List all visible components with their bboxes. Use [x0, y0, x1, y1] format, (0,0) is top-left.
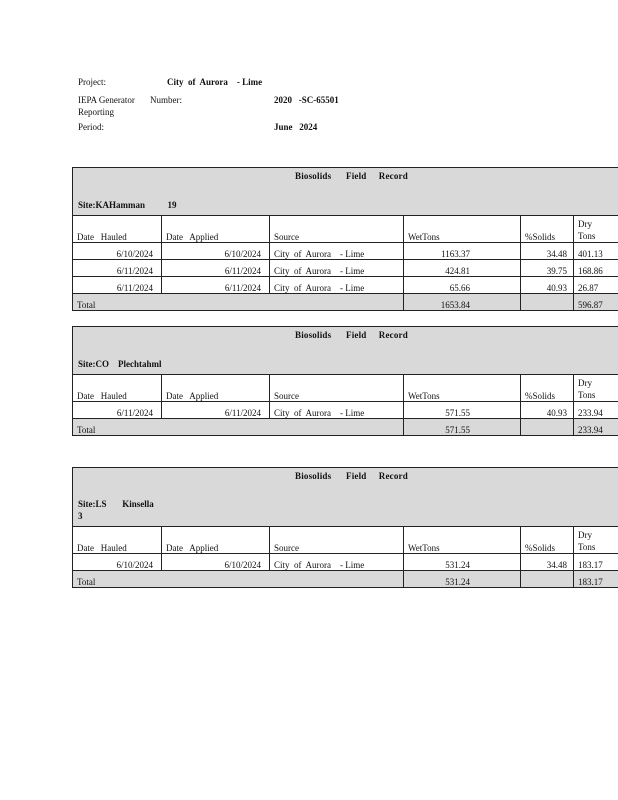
section-title: Biosolids Field Record	[295, 171, 408, 181]
cell-pct-solids: 39.75	[521, 260, 574, 277]
record-table	[72, 526, 618, 588]
cell-source: City of Aurora - Lime	[270, 260, 404, 277]
site-name: Site:KAHamman 19	[78, 200, 177, 210]
col-dry-tons	[574, 216, 618, 243]
number-value: 2020 -SC-65501	[274, 95, 339, 105]
cell-date-applied: 6/10/2024	[162, 243, 270, 260]
total-label: Total	[73, 419, 404, 436]
generator-label: IEPA Generator	[78, 95, 135, 105]
col-dry-tons	[574, 527, 618, 554]
col-source: Source	[270, 375, 404, 402]
total-solids-blank	[521, 571, 574, 588]
cell-pct-solids: 40.93	[521, 402, 574, 419]
col-pct-solids: %Solids	[521, 527, 574, 554]
col-date-applied: Date Applied	[162, 375, 270, 402]
cell-dry-tons: 26.87	[574, 277, 618, 294]
col-source: Source	[270, 216, 404, 243]
col-pct-solids: %Solids	[521, 216, 574, 243]
total-label: Total	[73, 571, 404, 588]
record-table	[72, 374, 618, 436]
cell-pct-solids: 34.48	[521, 554, 574, 571]
col-pct-solids: %Solids	[521, 375, 574, 402]
table-row	[73, 402, 618, 419]
cell-pct-solids: 34.48	[521, 243, 574, 260]
site-section-2	[72, 326, 618, 436]
cell-wet-tons: 424.81	[404, 260, 521, 277]
cell-date-hauled: 6/10/2024	[73, 554, 162, 571]
table-row	[73, 277, 618, 294]
col-dry-line2: Tons	[578, 390, 596, 400]
section-header-band	[72, 167, 618, 215]
record-table	[72, 215, 618, 311]
section-header-band	[72, 326, 618, 374]
cell-dry-tons: 183.17	[574, 554, 618, 571]
site-name-cont: 3	[78, 511, 83, 521]
cell-source: City of Aurora - Lime	[270, 243, 404, 260]
section-title: Biosolids Field Record	[295, 330, 408, 340]
total-label: Total	[73, 294, 404, 311]
column-header-row	[73, 216, 618, 243]
total-solids-blank	[521, 294, 574, 311]
col-date-applied: Date Applied	[162, 527, 270, 554]
cell-wet-tons: 571.55	[404, 402, 521, 419]
col-wet-tons: WetTons	[404, 375, 521, 402]
period-label: Period:	[78, 122, 104, 132]
col-dry-line1: Dry	[578, 378, 592, 388]
total-dry-tons: 183.17	[574, 571, 618, 588]
section-header-band	[72, 467, 618, 526]
table-row	[73, 243, 618, 260]
cell-source: City of Aurora - Lime	[270, 554, 404, 571]
project-value: City of Aurora - Lime	[167, 77, 263, 87]
col-dry-line2: Tons	[578, 231, 596, 241]
cell-date-applied: 6/11/2024	[162, 402, 270, 419]
col-source: Source	[270, 527, 404, 554]
cell-date-hauled: 6/11/2024	[73, 277, 162, 294]
cell-date-applied: 6/10/2024	[162, 554, 270, 571]
total-row	[73, 294, 618, 311]
col-wet-tons: WetTons	[404, 216, 521, 243]
section-title: Biosolids Field Record	[295, 471, 408, 481]
cell-pct-solids: 40.93	[521, 277, 574, 294]
col-dry-tons	[574, 375, 618, 402]
cell-date-applied: 6/11/2024	[162, 277, 270, 294]
col-dry-line1: Dry	[578, 219, 592, 229]
site-name: Site:CO Plechtahml	[78, 359, 162, 369]
col-wet-tons: WetTons	[404, 527, 521, 554]
column-header-row	[73, 375, 618, 402]
cell-wet-tons: 65.66	[404, 277, 521, 294]
cell-date-hauled: 6/11/2024	[73, 402, 162, 419]
site-name: Site:LS Kinsella	[78, 499, 154, 509]
table-row	[73, 554, 618, 571]
cell-wet-tons: 1163.37	[404, 243, 521, 260]
number-label: Number:	[150, 95, 182, 105]
col-date-hauled: Date Hauled	[73, 375, 162, 402]
total-solids-blank	[521, 419, 574, 436]
site-section-3	[72, 467, 618, 588]
column-header-row	[73, 527, 618, 554]
table-row	[73, 260, 618, 277]
total-row	[73, 571, 618, 588]
cell-source: City of Aurora - Lime	[270, 277, 404, 294]
period-value: June 2024	[274, 122, 318, 132]
cell-date-applied: 6/11/2024	[162, 260, 270, 277]
total-wet-tons: 571.55	[404, 419, 521, 436]
col-date-hauled: Date Hauled	[73, 216, 162, 243]
cell-dry-tons: 401.13	[574, 243, 618, 260]
cell-source: City of Aurora - Lime	[270, 402, 404, 419]
cell-date-hauled: 6/10/2024	[73, 243, 162, 260]
site-section-1	[72, 167, 618, 311]
col-date-applied: Date Applied	[162, 216, 270, 243]
col-dry-line1: Dry	[578, 530, 592, 540]
reporting-label: Reporting	[78, 107, 114, 117]
total-wet-tons: 1653.84	[404, 294, 521, 311]
project-label: Project:	[78, 77, 106, 87]
col-dry-line2: Tons	[578, 542, 596, 552]
total-dry-tons: 233.94	[574, 419, 618, 436]
cell-dry-tons: 168.86	[574, 260, 618, 277]
cell-dry-tons: 233.94	[574, 402, 618, 419]
total-wet-tons: 531.24	[404, 571, 521, 588]
cell-date-hauled: 6/11/2024	[73, 260, 162, 277]
total-row	[73, 419, 618, 436]
total-dry-tons: 596.87	[574, 294, 618, 311]
cell-wet-tons: 531.24	[404, 554, 521, 571]
col-date-hauled: Date Hauled	[73, 527, 162, 554]
